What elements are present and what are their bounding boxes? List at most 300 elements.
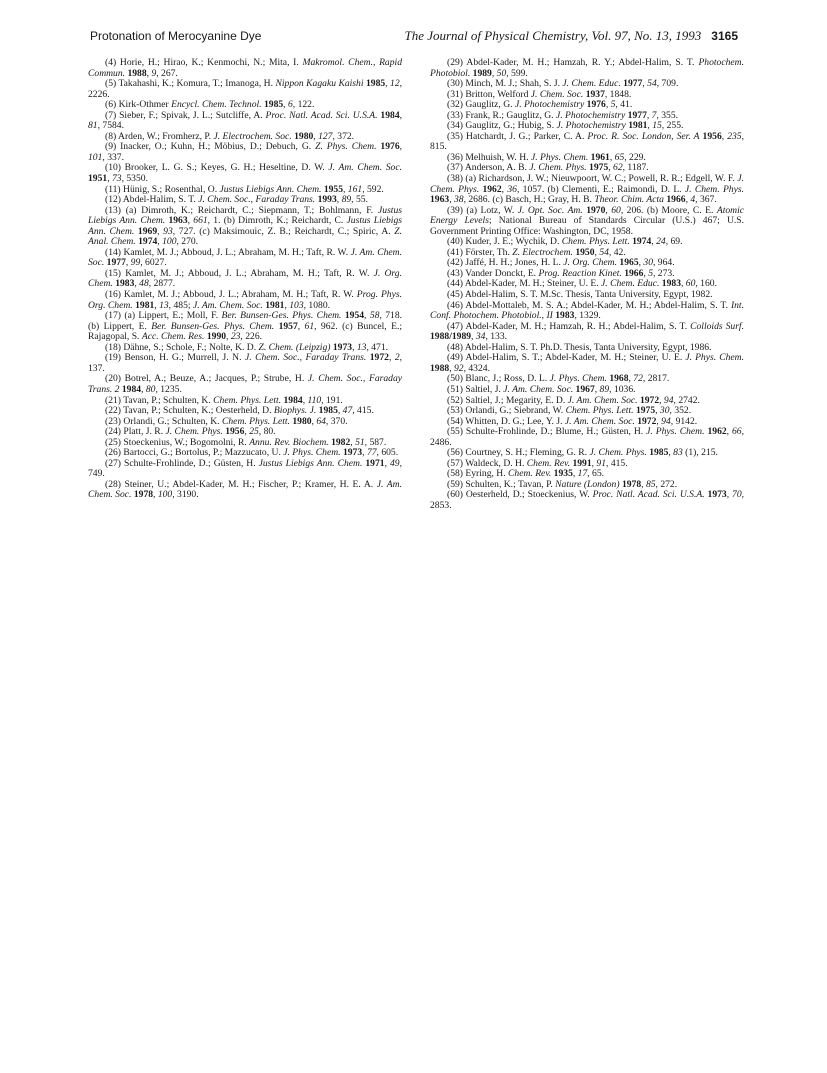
reference-text: , 2686. (c) Basch, H.; Gray, H. B. — [463, 194, 595, 206]
reference-text: , — [154, 299, 160, 311]
reference-entry — [88, 79, 402, 100]
reference-text: , 9142. — [670, 415, 698, 427]
reference-text: , 370. — [325, 415, 348, 427]
reference-text: Justus Liebigs Ann. Chem. — [219, 183, 322, 195]
reference-text: , — [668, 447, 674, 459]
reference-text: (43) Vander Donckt, E. — [447, 267, 539, 279]
reference-text: J. Org. Chem. — [563, 257, 618, 269]
reference-text: J. Chem. Educ. — [562, 78, 621, 90]
reference-text: , 3190. — [172, 489, 199, 501]
reference-text: (60) Oesterheld, D.; Stoeckenius, W. — [447, 489, 593, 501]
reference-text: 72 — [633, 373, 643, 385]
reference-text: 1978 — [133, 489, 154, 501]
reference-text: J. Phys. Chem. — [646, 426, 705, 438]
reference-entry — [430, 490, 744, 511]
reference-text: , 2742. — [673, 394, 700, 406]
reference-text: 1972 — [639, 394, 660, 406]
reference-text: , — [384, 457, 390, 469]
reference-text: 1977 — [627, 109, 647, 121]
reference-text: 1950 — [575, 246, 595, 258]
reference-text: , — [643, 267, 649, 279]
reference-text: 4 — [690, 194, 696, 206]
reference-text: , 2226. — [88, 78, 403, 100]
reference-text: 1985 — [365, 78, 386, 90]
reference-text: 1980 — [294, 130, 314, 142]
reference-text: Chem. Phys. Lett. — [561, 236, 630, 248]
reference-text: , — [362, 447, 367, 459]
reference-text: (47) Abdel-Kader, M. H.; Hamzah, R. H.; Abdel-Halim, S. T. — [447, 320, 691, 332]
reference-text: , — [134, 278, 140, 290]
reference-text: , 69. — [665, 236, 683, 248]
reference-text: 1971 — [365, 457, 385, 469]
reference-text: 77 — [366, 447, 377, 459]
reference-text: J. Am. Chem. Soc. — [88, 478, 402, 501]
reference-text: 1983 — [555, 310, 575, 322]
reference-text: Theor. Chim. Acta — [594, 194, 664, 206]
reference-text: , — [157, 236, 163, 248]
reference-text: (5) Takahashi, K.; Komura, T.; Imanoga, H. — [105, 78, 276, 90]
reference-text: 13 — [159, 299, 169, 311]
reference-text: (54) Whitten, D. G.; Lee, Y. J. — [447, 415, 565, 427]
reference-text: , — [302, 394, 308, 406]
reference-text: , — [605, 204, 612, 216]
reference-text: Justus Liebigs Ann. Chem. — [258, 457, 363, 469]
reference-text: (23) Orlandi, G.; Schulten, K. — [105, 415, 222, 427]
reference-text: J. Am. Chem. Soc. — [564, 415, 635, 427]
reference-text: Chem. Rev. — [508, 468, 552, 480]
reference-text: 1963 — [168, 215, 188, 227]
reference-text: Chem. Phys. Lett. — [565, 405, 634, 417]
reference-text: , — [471, 331, 476, 343]
reference-text: 1976 — [586, 99, 606, 111]
reference-text: (58) Eyring, H. — [447, 468, 509, 480]
reference-entry — [430, 132, 744, 153]
reference-text: 60 — [611, 204, 621, 216]
reference-text: J. Chem. Educ. — [601, 278, 660, 290]
reference-text: Photochem. Photobiol. — [430, 57, 744, 79]
reference-text: Justus Liebigs Ann. Chem. — [88, 204, 402, 227]
reference-text: J. Chem. Phys. — [684, 183, 744, 195]
reference-text: Ber. Bunsen-Ges. Phys. Chem. — [221, 310, 342, 322]
reference-text: , — [680, 278, 686, 290]
reference-text: 1990 — [206, 331, 227, 343]
journal-name: The Journal of Physical Chemistry, Vol. 97, No. 13, 1993 — [404, 28, 702, 43]
reference-text: , — [656, 415, 662, 427]
reference-text: Acc. Chem. Res. — [141, 331, 205, 343]
reference-text: , 599. — [506, 67, 528, 79]
reference-text: 1966 — [666, 194, 686, 206]
reference-text: 5 — [610, 99, 616, 111]
reference-text: 100 — [157, 489, 173, 501]
reference-text: Nature (London) — [555, 478, 620, 490]
reference-text: 99 — [130, 257, 141, 269]
reference-text: Int. Conf. Photochem. Photobiol., II — [430, 299, 744, 322]
reference-text: 54 — [599, 246, 609, 258]
reference-text: (49) Abdel-Halim, S. T.; Abdel-Kader, M. H.; Steiner, U. E. — [447, 352, 686, 364]
reference-text: , 727. (c) Maksimouic, Z. B.; Reichardt, C.; Spiric, A. — [172, 225, 395, 237]
reference-text: J. Photochemistry — [555, 109, 626, 121]
reference-text: , — [385, 78, 391, 90]
reference-text: Annu. Rev. Biochem. — [249, 436, 329, 448]
reference-text: , — [594, 246, 600, 258]
reference-text: , 1187. — [622, 162, 649, 174]
reference-text: 1989 — [472, 67, 492, 79]
reference-text: (10) Brooker, L. G. S.; Keyes, G. H.; Heseltine, D. W. — [105, 162, 329, 174]
reference-text: Chem. Phys. Lett. — [221, 415, 290, 427]
reference-entry — [88, 58, 402, 79]
reference-text: , — [572, 468, 578, 480]
reference-text: 1983 — [115, 278, 135, 290]
reference-text: (45) Abdel-Halim, S. T. M.Sc. Thesis, Tanta University, Egypt, 1982. — [447, 289, 713, 301]
reference-text: , 133. — [485, 331, 508, 343]
reference-text: 1967 — [575, 383, 595, 395]
reference-text: J. Phys. Chem. — [685, 352, 744, 364]
reference-text: 7 — [651, 109, 657, 121]
reference-text: , — [449, 362, 454, 374]
reference-text: (15) Kamlet, M. J.; Abboud, J. L.; Abraham, M. H.; Taft, R. W. — [105, 267, 374, 279]
page-number: 3165 — [711, 29, 738, 43]
reference-text: 127 — [318, 130, 333, 142]
reference-text: (55) Schulte-Frohlinde, D.; Blume, H.; Güsten, H. — [447, 426, 647, 438]
reference-text: J. Am. Chem. Soc. — [503, 383, 574, 395]
reference-text: , 587. — [364, 436, 387, 448]
reference-text: J. Am. Chem. Soc. — [88, 246, 402, 269]
reference-text: J. Am. Chem. Soc. — [328, 162, 402, 174]
running-title: Protonation of Merocyanine Dye — [90, 29, 262, 43]
reference-text: 1977 — [106, 257, 126, 269]
reference-text: , — [107, 173, 112, 185]
reference-text: 1977 — [623, 78, 643, 90]
reference-text: , 2853. — [430, 489, 745, 511]
reference-text: J. Chem. Soc., Faraday Trans. 2 — [88, 373, 402, 395]
reference-text: , — [591, 457, 597, 469]
reference-text: (42) Jaffé, H. H.; Jones, H. L. — [447, 257, 564, 269]
reference-text: 1974 — [632, 236, 652, 248]
reference-text: , — [336, 194, 342, 206]
reference-text: (25) Stoeckenius, W.; Bogomolni, R. — [105, 436, 250, 448]
reference-entry — [88, 459, 402, 480]
reference-text: 1969 — [137, 225, 158, 237]
reference-text: , — [646, 109, 652, 121]
reference-text: J. Chem. Phys. — [529, 162, 587, 174]
reference-text: (48) Abdel-Halim, S. T. Ph.D. Thesis, Tanta University, Egypt, 1986. — [447, 341, 712, 353]
reference-text: J. Org. Chem. — [88, 267, 402, 290]
reference-text: (26) Bartocci, G.; Bortolus, P.; Mazzucato, U. — [105, 447, 284, 459]
reference-text: (11) Hünig, S.; Rosenthal, O. — [105, 183, 220, 195]
reference-text: (44) Abdel-Kader, M. H.; Steiner, U. E. — [447, 278, 602, 290]
reference-text: (30) Minch, M. J.; Shah, S. J. — [447, 78, 563, 90]
reference-text: (18) Dähne, S.; Schole, F.; Nolte, K. D. — [105, 341, 259, 353]
reference-text: J. Chem. Phys. — [165, 426, 223, 438]
reference-text: , — [655, 405, 660, 417]
reference-text: , 206. (b) Moore, C. E. — [620, 204, 717, 216]
reference-text: Encycl. Chem. Technol. — [171, 99, 262, 111]
reference-text: , 605. — [376, 447, 399, 459]
reference-text: , 709. — [656, 78, 679, 90]
reference-text: 92 — [453, 362, 464, 374]
reference-text: , 355. — [656, 109, 679, 121]
reference-text: 1981 — [135, 299, 155, 311]
reference-text: 89 — [341, 194, 352, 206]
reference-text: 1972 — [369, 352, 389, 364]
reference-text: (31) Britton, Welford — [447, 88, 531, 100]
reference-text: 36 — [507, 183, 517, 195]
reference-text: 2 — [394, 352, 400, 364]
reference-text: , 485; — [168, 299, 193, 311]
reference-text: 1988 — [127, 67, 147, 79]
reference-text: , — [491, 67, 497, 79]
reference-text: 30 — [659, 405, 670, 417]
reference-text: 51 — [355, 436, 365, 448]
reference-text: 1965 — [619, 257, 639, 269]
reference-entry — [88, 206, 402, 248]
reference-text: 47 — [342, 405, 353, 417]
reference-text: , — [352, 341, 357, 353]
reference-text: 61 — [304, 320, 315, 332]
reference-text: 1981 — [265, 299, 285, 311]
reference-text: 1957 — [278, 320, 298, 332]
reference-text: (33) Frank, R.; Gauglitz, G. — [447, 109, 556, 121]
reference-text: , — [364, 310, 370, 322]
reference-text: (21) Tavan, P.; Schulten, K. — [105, 394, 214, 406]
reference-text: J. Am. Chem. Soc. — [192, 299, 263, 311]
reference-text: Z. Electrochem. — [512, 246, 573, 258]
reference-text: , — [628, 373, 634, 385]
reference-text: 1961 — [590, 151, 610, 163]
reference-text: , 65. — [587, 468, 605, 480]
reference-text: 1976 — [380, 141, 400, 153]
reference-text: J. Chem. Phys. — [589, 447, 647, 459]
reference-text: 1985 — [318, 405, 338, 417]
reference-text: 1984 — [121, 383, 142, 395]
reference-text: (56) Courtney, S. H.; Fleming, G. R. — [447, 447, 590, 459]
reference-text: , — [501, 183, 508, 195]
reference-text: 1970 — [586, 204, 606, 216]
reference-entry — [430, 58, 744, 79]
reference-text: , — [399, 109, 403, 121]
reference-entry — [430, 322, 744, 343]
reference-text: 49 — [389, 457, 400, 469]
reference-entry — [88, 290, 402, 311]
reference-text: 1973 — [707, 489, 727, 501]
reference-text: 1975 — [635, 405, 656, 417]
reference-text: 1956 — [225, 426, 245, 438]
reference-entry — [88, 248, 402, 269]
reference-text: 93 — [163, 225, 173, 237]
reference-text: 66 — [732, 426, 742, 438]
reference-text: , 962. (c) Buncel, E.; Rajagopal, S. — [88, 320, 403, 343]
reference-text: Z. Anal. Chem. — [88, 225, 403, 248]
reference-text: Chem. Phys. Lett. — [213, 394, 282, 406]
reference-text: 1973 — [342, 447, 363, 459]
reference-entry — [88, 111, 402, 132]
reference-text: 235 — [727, 130, 742, 142]
reference-text: (41) Förster, Th. — [447, 246, 513, 258]
reference-text: (7) Sieber, F.; Spivak, J. L.; Sutcliffe, A. — [105, 109, 266, 121]
reference-entry — [430, 174, 744, 206]
reference-text: (14) Kamlet, M. J.; Abboud, J. L.; Abraham, M. H.; Taft, R. W. — [105, 246, 351, 258]
reference-text: 101 — [88, 151, 103, 163]
reference-text: 1982 — [331, 436, 351, 448]
reference-text: Z. Chem. (Leipzig) — [258, 341, 331, 353]
reference-text: , — [153, 489, 158, 501]
reference-text: Prog. Phys. Org. Chem. — [88, 289, 402, 311]
reference-text: , 749. — [88, 457, 402, 480]
reference-text: J. Am. Chem. Soc. — [567, 394, 638, 406]
reference-text: 17 — [577, 468, 588, 480]
reference-text: Colloids Surf. — [690, 320, 744, 332]
reference-text: (59) Schulten, K.; Tavan, P. — [447, 478, 556, 490]
reference-text: (32) Gauglitz, G. — [447, 99, 515, 111]
reference-text: 1985 — [263, 99, 284, 111]
reference-text: , 337. — [102, 151, 124, 163]
reference-text: , — [146, 67, 152, 79]
reference-text: , — [647, 120, 653, 132]
reference-text: 1951 — [88, 173, 108, 185]
reference-text: , — [609, 151, 615, 163]
reference-text: Ber. Bunsen-Ges. Phys. Chem. — [151, 320, 275, 332]
reference-text: 1955 — [323, 183, 343, 195]
reference-text: 13 — [356, 341, 367, 353]
reference-text: , — [283, 99, 288, 111]
reference-text: , — [125, 257, 131, 269]
reference-text: , 41. — [615, 99, 633, 111]
reference-text: (8) Arden, W.; Fromherz, P. — [105, 130, 214, 142]
reference-text: ; National Bureau of Standards Circular (U.S.) 467; U.S. Government Printing Office: Washington, DC, 1958. — [430, 215, 744, 237]
reference-text: , 229. — [624, 151, 646, 163]
reference-text: Z. Phys. Chem. — [315, 141, 377, 153]
reference-text: , 2486. — [430, 426, 744, 448]
reference-text: , — [685, 194, 691, 206]
reference-text: 30 — [643, 257, 653, 269]
reference-text: Proc. R. Soc. London, Ser. A — [587, 130, 700, 142]
reference-text: (27) Schulte-Frohlinde, D.; Güsten, H. — [105, 457, 259, 469]
reference-text: 100 — [162, 236, 177, 248]
reference-text: 1972 — [637, 415, 657, 427]
reference-text: , 471. — [366, 341, 389, 353]
reference-text: (36) Melhuish, W. H. — [447, 151, 531, 163]
reference-text: , — [449, 194, 454, 206]
reference-text: (24) Platt, J. R. — [105, 426, 166, 438]
reference-text: 1981 — [628, 120, 648, 132]
reference-text: 1975 — [589, 162, 609, 174]
reference-text: , 160. — [695, 278, 717, 290]
reference-text: 94 — [661, 415, 671, 427]
reference-entry — [88, 163, 402, 184]
reference-text: (12) Abdel-Halim, S. T. — [105, 194, 199, 206]
reference-text: J. Chem. Soc., Faraday Trans. — [198, 194, 316, 206]
reference-text: 1991 — [572, 457, 592, 469]
reference-text: (53) Orlandi, G.; Siebrand, W. — [447, 405, 566, 417]
reference-text: (6) Kirk-Othmer — [105, 99, 172, 111]
reference-text: , — [337, 405, 343, 417]
reference-text: 91 — [596, 457, 607, 469]
reference-text: (9) Inacker, O.; Kuhn, H.; Möbius, D.; Debuch, G. — [105, 141, 316, 153]
reference-text: J. Photochemistry — [514, 99, 585, 111]
reference-text: 89 — [599, 383, 610, 395]
reference-text: 1935 — [553, 468, 573, 480]
reference-text: J. Phys. Chem. — [549, 373, 607, 385]
reference-text: 70 — [732, 489, 742, 501]
reference-text: (20) Botrel, A.; Beuze, A.; Jacques, P.; Strube, H. — [105, 373, 308, 385]
reference-text: J. Chem. Soc., Faraday Trans. — [244, 352, 367, 364]
reference-text: Proc. Natl. Acad. Sci. U.S.A. — [265, 109, 378, 121]
reference-text: , 1235. — [155, 383, 182, 395]
reference-text: 25 — [249, 426, 259, 438]
reference-text: 110 — [307, 394, 322, 406]
reference-text: , 1329. — [574, 310, 601, 322]
reference-text: 1962 — [482, 183, 502, 195]
reference-text: 38 — [453, 194, 464, 206]
reference-text: (52) Saltiel, J.; Megarity, E. D. — [447, 394, 568, 406]
journal-citation-line — [404, 28, 738, 44]
reference-text: (57) Waldeck, D. H. — [447, 457, 527, 469]
reference-text: (34) Gauglitz, G.; Hubig, S. — [447, 120, 557, 132]
reference-entry — [430, 427, 744, 448]
reference-text: 161 — [347, 183, 363, 195]
reference-text: 1937 — [585, 88, 605, 100]
page-header — [90, 26, 738, 48]
reference-text: Atomic Energy Levels — [430, 204, 745, 227]
reference-text: , — [297, 320, 305, 332]
reference-text: , 226. — [240, 331, 263, 343]
reference-text: , 1848. — [604, 88, 632, 100]
reference-text: , 55. — [351, 194, 368, 206]
reference-text: , — [350, 436, 356, 448]
reference-text: 60 — [685, 278, 696, 290]
reference-text: 1988 — [430, 362, 450, 374]
reference-text: , — [187, 215, 194, 227]
reference-entry — [430, 206, 744, 238]
reference-text: (50) Blanc, J.; Ross, D. L. — [447, 373, 550, 385]
reference-text: , 270. — [176, 236, 199, 248]
reference-text: , — [721, 130, 728, 142]
reference-text: , — [157, 225, 164, 237]
reference-text: , 1080. — [303, 299, 331, 311]
reference-text: , — [311, 415, 317, 427]
reference-text: , 2817. — [642, 373, 670, 385]
reference-text: 1974 — [138, 236, 158, 248]
reference-text: 1954 — [344, 310, 365, 322]
reference-text: , — [608, 162, 614, 174]
reference-text: , — [726, 426, 732, 438]
reference-text: 81 — [88, 120, 98, 132]
reference-text: 1983 — [661, 278, 681, 290]
reference-text: , — [641, 478, 646, 490]
reference-text: 9 — [151, 67, 157, 79]
reference-text: , 80. — [258, 426, 276, 438]
references-right-column — [430, 58, 744, 512]
reference-text: , 592. — [362, 183, 384, 195]
reference-text: , — [638, 257, 644, 269]
reference-text: 1963 — [430, 194, 450, 206]
reference-text: , 42. — [608, 246, 626, 258]
reference-text: 65 — [614, 151, 625, 163]
reference-text: Biophys. J. — [273, 405, 317, 417]
reference-entry — [88, 374, 402, 395]
reference-text: 1962 — [707, 426, 727, 438]
reference-text: Proc. Natl. Acad. Sci. U.S.A. — [592, 489, 705, 501]
reference-text: , 255. — [661, 120, 684, 132]
reference-text: 54 — [647, 78, 657, 90]
reference-text: 83 — [673, 447, 683, 459]
reference-text: 62 — [613, 162, 623, 174]
reference-text: , — [313, 130, 319, 142]
reference-text: 661 — [193, 215, 208, 227]
reference-text: , 815. — [430, 130, 744, 153]
reference-text: , 1036. — [609, 383, 636, 395]
reference-text: , 267. — [156, 67, 178, 79]
